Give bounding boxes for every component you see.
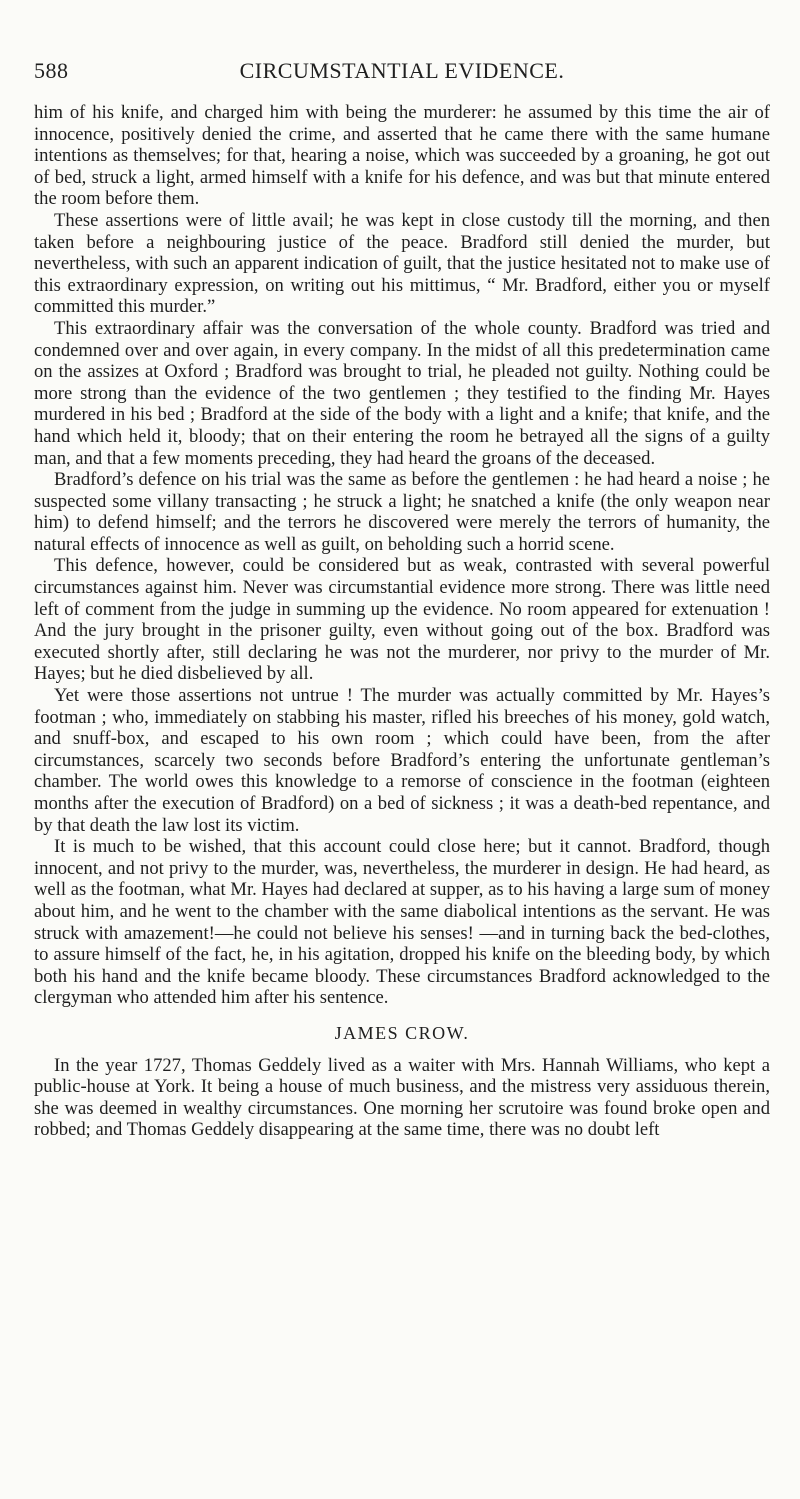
paragraph: Yet were those assertions not untrue ! The murder was actually committed by Mr. Hayes’s footman ; who, immediately on stabbing his master, rifled his breeches of his money, gold watch, and snuff-box, and escaped to his own room ; which could have been, from the after circumstances, scarcely two seconds before Bradford’s entering the unfortunate gentleman’s chamber. The world owes this knowledge to a remorse of conscience in the footman (eighteen months after the execution of Bradford) on a bed of sickness ; it was a death-bed repentance, and by that death the law lost its victim. [34, 685, 770, 836]
page-number: 588 [34, 58, 69, 83]
paragraph: This extraordinary affair was the conversation of the whole county. Bradford was tried and condemned over and over again, in every company. In the midst of all this predetermination came on the assizes at Oxford ; Bradford was brought to trial, he pleaded not guilty. Nothing could be more strong than the evidence of the two gentlemen ; they testified to the finding Mr. Hayes murdered in his bed ; Bradford at the side of the body with a light and a knife; that knife, and the hand which held it, bloody; that on their entering the room he betrayed all the signs of a guilty man, and that a few moments preceding, they had heard the groans of the deceased. [34, 317, 770, 469]
paragraph: This defence, however, could be considered but as weak, contrasted with several powerful circumstances against him. Never was circumstantial evidence more strong. There was little need left of comment from the judge in summing up the evidence. No room appeared for extenuation ! And the jury brought in the prisoner guilty, even without going out of the box. Bradford was executed shortly after, still declaring he was not the murderer, nor privy to the murder of Mr. Hayes; but he died disbelieved by all. [34, 555, 770, 685]
paragraph: These assertions were of little avail; he was kept in close custody till the morning, and then taken before a neighbouring justice of the peace. Bradford still denied the murder, but nevertheless, with such an apparent indication of guilt, that the justice hesitated not to make use of this extraordinary expression, on writing out his mittimus, “ Mr. Bradford, either you or myself committed this murder.” [34, 209, 770, 318]
paragraph: him of his knife, and charged him with being the murderer: he assumed by this time the air of innocence, positively denied the crime, and asserted that he came there with the same humane intentions as themselves; for that, hearing a noise, which was succeeded by a groaning, he got out of bed, struck a light, armed himself with a knife for his defence, and was but that minute entered the room before them. [34, 102, 770, 210]
paragraph: In the year 1727, Thomas Geddely lived as a waiter with Mrs. Hannah Williams, who kept a public-house at York. It being a house of much business, and the mistress very assiduous therein, she was deemed in wealthy circumstances. One morning her scrutoire was found broke open and robbed; and Thomas Geddely disappearing at the same time, there was no doubt left [34, 1054, 770, 1141]
paragraph: Bradford’s defence on his trial was the same as before the gentlemen : he had heard a noise ; he suspected some villany transacting ; he struck a light; he snatched a knife (the only weapon near him) to defend himself; and the terrors he discovered were merely the terrors of humanity, the natural effects of innocence as well as guilt, on beholding such a horrid scene. [34, 469, 770, 555]
body-text [34, 102, 770, 1141]
section-heading: JAMES CROW. [334, 1022, 470, 1043]
running-head [34, 58, 770, 92]
running-title: CIRCUMSTANTIAL EVIDENCE. [239, 58, 565, 83]
paragraph: It is much to be wished, that this account could close here; but it cannot. Bradford, though innocent, and not privy to the murder, was, nevertheless, the murderer in design. He had heard, as well as the footman, what Mr. Hayes had declared at supper, as to his having a large sum of money about him, and he went to the chamber with the same diabolical intentions as the servant. He was struck with amazement!—he could not believe his senses! —and in turning back the bed-clothes, to assure himself of the fact, he, in his agitation, dropped his knife on the bleeding body, by which both his hand and the knife became bloody. These circumstances Bradford acknowledged to the clergyman who attended him after his sentence. [34, 836, 770, 1009]
